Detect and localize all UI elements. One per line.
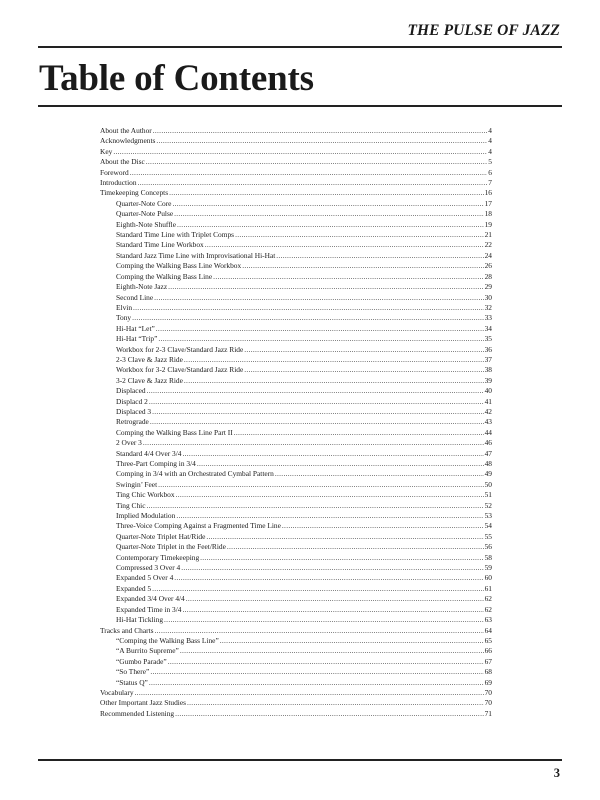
toc-entry-title: About the Disc bbox=[100, 157, 145, 167]
running-header: THE PULSE OF JAZZ bbox=[407, 22, 560, 39]
toc-entry-title: Expanded Time in 3/4 bbox=[116, 604, 182, 614]
dot-leader bbox=[130, 168, 488, 178]
toc-entry-title: Comping the Walking Bass Line bbox=[116, 271, 213, 281]
toc-entry-page: 56 bbox=[484, 542, 492, 552]
dot-leader bbox=[205, 240, 484, 250]
dot-leader bbox=[138, 178, 488, 188]
toc-entry-title: Contemporary Timekeeping bbox=[116, 552, 200, 562]
dot-leader bbox=[183, 605, 484, 615]
dot-leader bbox=[143, 438, 484, 448]
dot-leader bbox=[155, 626, 484, 636]
toc-entry bbox=[100, 136, 492, 146]
toc-entry-title: Tracks and Charts bbox=[100, 625, 154, 635]
dot-leader bbox=[152, 584, 484, 594]
dot-leader bbox=[184, 355, 484, 365]
toc-entry-page: 60 bbox=[484, 573, 492, 583]
toc-entry bbox=[100, 646, 492, 656]
toc-entry-title: Expanded 5 Over 4 bbox=[116, 573, 174, 583]
toc-entry-page: 48 bbox=[484, 459, 492, 468]
dot-leader bbox=[158, 334, 483, 344]
dot-leader bbox=[187, 698, 484, 708]
toc-entry-title: Three-Voice Comping Against a Fragmented Time Line bbox=[116, 521, 281, 531]
dot-leader bbox=[175, 709, 484, 719]
toc-entry-page: 32 bbox=[484, 302, 492, 312]
toc-entry-title: Workbox for 2-3 Clave/Standard Jazz Ride bbox=[116, 344, 244, 354]
toc-entry-page: 61 bbox=[484, 583, 492, 593]
toc-entry-title: “So There” bbox=[116, 667, 150, 677]
toc-entry bbox=[100, 313, 492, 323]
toc-entry-page: 35 bbox=[484, 334, 492, 344]
dot-leader bbox=[177, 220, 484, 230]
toc-entry-title: Expanded 3/4 Over 4/4 bbox=[116, 594, 185, 604]
toc-entry bbox=[100, 542, 492, 552]
toc-entry-page: 4 bbox=[488, 126, 492, 135]
toc-entry-page: 28 bbox=[484, 271, 492, 281]
dot-leader bbox=[182, 449, 483, 459]
toc-entry bbox=[100, 188, 492, 198]
toc-entry-title: Quarter-Note Core bbox=[116, 198, 172, 208]
toc-entry bbox=[100, 168, 492, 178]
toc-entry-title: Foreword bbox=[100, 167, 129, 177]
toc-entry bbox=[100, 573, 492, 583]
dot-leader bbox=[282, 521, 484, 531]
toc-entry-title: Comping the Walking Bass Line Part II bbox=[116, 427, 233, 437]
toc-entry-page: 69 bbox=[484, 677, 492, 687]
toc-entry-title: Comping in 3/4 with an Orchestrated Cymbal Pattern bbox=[116, 469, 274, 479]
toc-entry-page: 49 bbox=[484, 469, 492, 479]
toc-entry bbox=[100, 563, 492, 573]
toc-entry bbox=[100, 626, 492, 636]
dot-leader bbox=[149, 678, 484, 688]
dot-leader bbox=[158, 480, 483, 490]
toc-entry bbox=[100, 397, 492, 407]
footer-rule bbox=[38, 759, 562, 761]
toc-entry bbox=[100, 293, 492, 303]
dot-leader bbox=[133, 303, 484, 313]
toc-entry bbox=[100, 407, 492, 417]
dot-leader bbox=[174, 573, 483, 583]
toc-entry-title: Compressed 3 Over 4 bbox=[116, 563, 181, 573]
toc-entry-page: 16 bbox=[484, 188, 492, 198]
dot-leader bbox=[152, 407, 484, 417]
toc-entry-title: “Comping the Walking Bass Line” bbox=[116, 635, 219, 645]
toc-entry-title: Standard Time Line with Triplet Comps bbox=[116, 230, 235, 240]
toc-entry-page: 24 bbox=[484, 250, 492, 260]
toc-entry-title: Workbox for 3-2 Clave/Standard Jazz Ride bbox=[116, 365, 244, 375]
toc-entry-title: About the Author bbox=[100, 126, 152, 135]
toc-entry-page: 59 bbox=[484, 563, 492, 573]
toc-entry-page: 26 bbox=[484, 261, 492, 271]
toc-entry-page: 18 bbox=[484, 209, 492, 219]
toc-entry bbox=[100, 511, 492, 521]
toc-entry-page: 62 bbox=[484, 604, 492, 614]
table-of-contents bbox=[100, 126, 492, 719]
toc-entry-page: 52 bbox=[484, 500, 492, 510]
toc-entry-page: 6 bbox=[488, 167, 492, 177]
toc-entry-title: Eighth-Note Shuffle bbox=[116, 219, 177, 229]
toc-entry-page: 54 bbox=[484, 521, 492, 531]
toc-entry-page: 41 bbox=[484, 396, 492, 406]
toc-entry bbox=[100, 698, 492, 708]
header-rule bbox=[38, 46, 562, 48]
toc-entry bbox=[100, 459, 492, 469]
toc-entry bbox=[100, 636, 492, 646]
dot-leader bbox=[147, 501, 484, 511]
toc-entry bbox=[100, 240, 492, 250]
dot-leader bbox=[234, 428, 484, 438]
toc-entry-title: Introduction bbox=[100, 178, 137, 188]
toc-entry-page: 44 bbox=[484, 427, 492, 437]
toc-entry bbox=[100, 199, 492, 209]
toc-entry-page: 40 bbox=[484, 386, 492, 396]
toc-entry-title: Quarter-Note Triplet in the Feet/Ride bbox=[116, 542, 226, 552]
dot-leader bbox=[235, 230, 484, 240]
dot-leader bbox=[180, 646, 484, 656]
toc-entry bbox=[100, 282, 492, 292]
toc-entry-page: 58 bbox=[484, 552, 492, 562]
toc-entry bbox=[100, 178, 492, 188]
toc-entry bbox=[100, 428, 492, 438]
dot-leader bbox=[227, 542, 484, 552]
dot-leader bbox=[213, 272, 483, 282]
toc-entry bbox=[100, 469, 492, 479]
toc-entry-page: 51 bbox=[484, 490, 492, 500]
dot-leader bbox=[113, 147, 487, 157]
toc-entry bbox=[100, 657, 492, 667]
toc-entry-title: Hi-Hat Tickling bbox=[116, 615, 164, 625]
toc-entry-title: Quarter-Note Pulse bbox=[116, 209, 174, 219]
toc-entry-title: 2-3 Clave & Jazz Ride bbox=[116, 354, 183, 364]
toc-entry-page: 22 bbox=[484, 240, 492, 250]
toc-entry bbox=[100, 157, 492, 167]
page-title: Table of Contents bbox=[39, 58, 314, 99]
toc-entry bbox=[100, 272, 492, 282]
toc-entry-page: 39 bbox=[484, 375, 492, 385]
toc-entry bbox=[100, 594, 492, 604]
toc-entry-page: 43 bbox=[484, 417, 492, 427]
toc-entry bbox=[100, 521, 492, 531]
toc-entry-page: 37 bbox=[484, 354, 492, 364]
toc-entry bbox=[100, 501, 492, 511]
toc-entry bbox=[100, 355, 492, 365]
toc-entry bbox=[100, 251, 492, 261]
dot-leader bbox=[150, 417, 484, 427]
toc-entry-page: 53 bbox=[484, 511, 492, 521]
dot-leader bbox=[206, 532, 483, 542]
toc-entry-page: 30 bbox=[484, 292, 492, 302]
dot-leader bbox=[153, 126, 488, 136]
toc-entry bbox=[100, 345, 492, 355]
toc-entry bbox=[100, 261, 492, 271]
toc-entry bbox=[100, 324, 492, 334]
dot-leader bbox=[150, 667, 483, 677]
dot-leader bbox=[275, 469, 484, 479]
toc-entry bbox=[100, 532, 492, 542]
toc-entry-title: Implied Modulation bbox=[116, 511, 176, 521]
dot-leader bbox=[174, 209, 483, 219]
toc-entry-title: Ting Chic Workbox bbox=[116, 490, 175, 500]
dot-leader bbox=[200, 553, 483, 563]
dot-leader bbox=[276, 251, 483, 261]
toc-entry-title: Three-Part Comping in 3/4 bbox=[116, 459, 196, 468]
toc-entry-page: 29 bbox=[484, 282, 492, 292]
dot-leader bbox=[176, 511, 483, 521]
toc-entry bbox=[100, 553, 492, 563]
dot-leader bbox=[169, 188, 484, 198]
toc-entry-page: 4 bbox=[488, 146, 492, 156]
toc-entry-page: 34 bbox=[484, 323, 492, 333]
toc-entry-title: Displaced bbox=[116, 386, 146, 396]
toc-entry bbox=[100, 605, 492, 615]
toc-entry bbox=[100, 126, 492, 136]
toc-entry-title: 2 Over 3 bbox=[116, 438, 142, 448]
toc-entry-page: 42 bbox=[484, 406, 492, 416]
toc-entry-title: Second Line bbox=[116, 292, 154, 302]
toc-entry bbox=[100, 365, 492, 375]
toc-entry-page: 63 bbox=[484, 615, 492, 625]
toc-entry-page: 7 bbox=[488, 178, 492, 188]
toc-entry-page: 62 bbox=[484, 594, 492, 604]
toc-entry-title: “Status Q” bbox=[116, 677, 148, 687]
dot-leader bbox=[181, 563, 483, 573]
toc-entry-title: Hi-Hat “Let” bbox=[116, 323, 155, 333]
toc-entry bbox=[100, 303, 492, 313]
toc-entry-page: 70 bbox=[484, 698, 492, 708]
toc-entry bbox=[100, 386, 492, 396]
toc-entry-title: Standard 4/4 Over 3/4 bbox=[116, 448, 182, 458]
dot-leader bbox=[242, 261, 483, 271]
dot-leader bbox=[168, 657, 484, 667]
dot-leader bbox=[176, 490, 484, 500]
toc-entry-title: Hi-Hat “Trip” bbox=[116, 334, 158, 344]
toc-entry bbox=[100, 220, 492, 230]
dot-leader bbox=[154, 293, 483, 303]
toc-entry-page: 65 bbox=[484, 635, 492, 645]
toc-entry-page: 70 bbox=[484, 687, 492, 697]
toc-entry-page: 71 bbox=[484, 708, 492, 718]
toc-entry bbox=[100, 449, 492, 459]
toc-entry-title: “A Burrito Supreme” bbox=[116, 646, 179, 656]
toc-entry bbox=[100, 438, 492, 448]
toc-entry-title: Quarter-Note Triplet Hat/Ride bbox=[116, 531, 206, 541]
toc-entry bbox=[100, 678, 492, 688]
dot-leader bbox=[149, 397, 484, 407]
toc-entry-title: Ting Chic bbox=[116, 500, 146, 510]
toc-entry-page: 33 bbox=[484, 313, 492, 323]
dot-leader bbox=[184, 376, 484, 386]
toc-entry-title: Comping the Walking Bass Line Workbox bbox=[116, 261, 242, 271]
dot-leader bbox=[244, 345, 483, 355]
toc-entry-title: Timekeeping Concepts bbox=[100, 188, 169, 198]
toc-entry-title: Elvin bbox=[116, 302, 133, 312]
toc-entry bbox=[100, 417, 492, 427]
toc-entry-title: Swingin’ Feet bbox=[116, 479, 158, 489]
toc-entry-title: “Gumbo Parade” bbox=[116, 656, 167, 666]
toc-entry-page: 67 bbox=[484, 656, 492, 666]
toc-entry bbox=[100, 147, 492, 157]
dot-leader bbox=[156, 136, 487, 146]
toc-entry-title: 3-2 Clave & Jazz Ride bbox=[116, 375, 183, 385]
dot-leader bbox=[147, 386, 484, 396]
toc-entry-page: 66 bbox=[484, 646, 492, 656]
toc-entry-title: Recommended Listening bbox=[100, 708, 175, 718]
toc-entry-page: 47 bbox=[484, 448, 492, 458]
toc-entry-page: 50 bbox=[484, 479, 492, 489]
toc-entry bbox=[100, 709, 492, 719]
page-number: 3 bbox=[553, 766, 560, 780]
dot-leader bbox=[186, 594, 484, 604]
toc-entry-page: 46 bbox=[484, 438, 492, 448]
toc-entry-title: Tony bbox=[116, 313, 132, 323]
toc-entry-page: 17 bbox=[484, 198, 492, 208]
toc-entry bbox=[100, 376, 492, 386]
toc-entry-page: 55 bbox=[484, 531, 492, 541]
dot-leader bbox=[146, 157, 488, 167]
toc-entry-page: 68 bbox=[484, 667, 492, 677]
toc-entry-title: Acknowledgments bbox=[100, 136, 156, 146]
toc-entry bbox=[100, 688, 492, 698]
toc-entry-title: Key bbox=[100, 146, 113, 156]
toc-entry bbox=[100, 490, 492, 500]
dot-leader bbox=[197, 459, 484, 469]
dot-leader bbox=[156, 324, 484, 334]
title-rule bbox=[38, 105, 562, 107]
dot-leader bbox=[132, 313, 484, 323]
toc-entry-title: Expanded 5 bbox=[116, 583, 152, 593]
toc-entry-title: Other Important Jazz Studies bbox=[100, 698, 186, 708]
dot-leader bbox=[168, 282, 484, 292]
toc-entry-title: Standard Jazz Time Line with Improvisational Hi-Hat bbox=[116, 250, 276, 260]
toc-entry bbox=[100, 480, 492, 490]
toc-entry-title: Retrograde bbox=[116, 417, 149, 427]
toc-entry-title: Standard Time Line Workbox bbox=[116, 240, 204, 250]
toc-entry-page: 19 bbox=[484, 219, 492, 229]
toc-entry-page: 21 bbox=[484, 230, 492, 240]
toc-entry-page: 5 bbox=[488, 157, 492, 167]
dot-leader bbox=[244, 365, 483, 375]
toc-entry-title: Vocabulary bbox=[100, 687, 134, 697]
toc-entry-page: 4 bbox=[488, 136, 492, 146]
dot-leader bbox=[220, 636, 484, 646]
dot-leader bbox=[135, 688, 484, 698]
dot-leader bbox=[164, 615, 484, 625]
toc-entry-page: 64 bbox=[484, 625, 492, 635]
toc-entry-page: 38 bbox=[484, 365, 492, 375]
toc-entry bbox=[100, 584, 492, 594]
toc-entry-title: Eighth-Note Jazz bbox=[116, 282, 168, 292]
toc-entry-page: 36 bbox=[484, 344, 492, 354]
toc-entry-title: Displacd 2 bbox=[116, 396, 148, 406]
toc-entry bbox=[100, 334, 492, 344]
toc-entry bbox=[100, 230, 492, 240]
toc-entry-title: Displaced 3 bbox=[116, 406, 152, 416]
toc-entry bbox=[100, 209, 492, 219]
toc-entry bbox=[100, 615, 492, 625]
dot-leader bbox=[172, 199, 483, 209]
toc-entry bbox=[100, 667, 492, 677]
